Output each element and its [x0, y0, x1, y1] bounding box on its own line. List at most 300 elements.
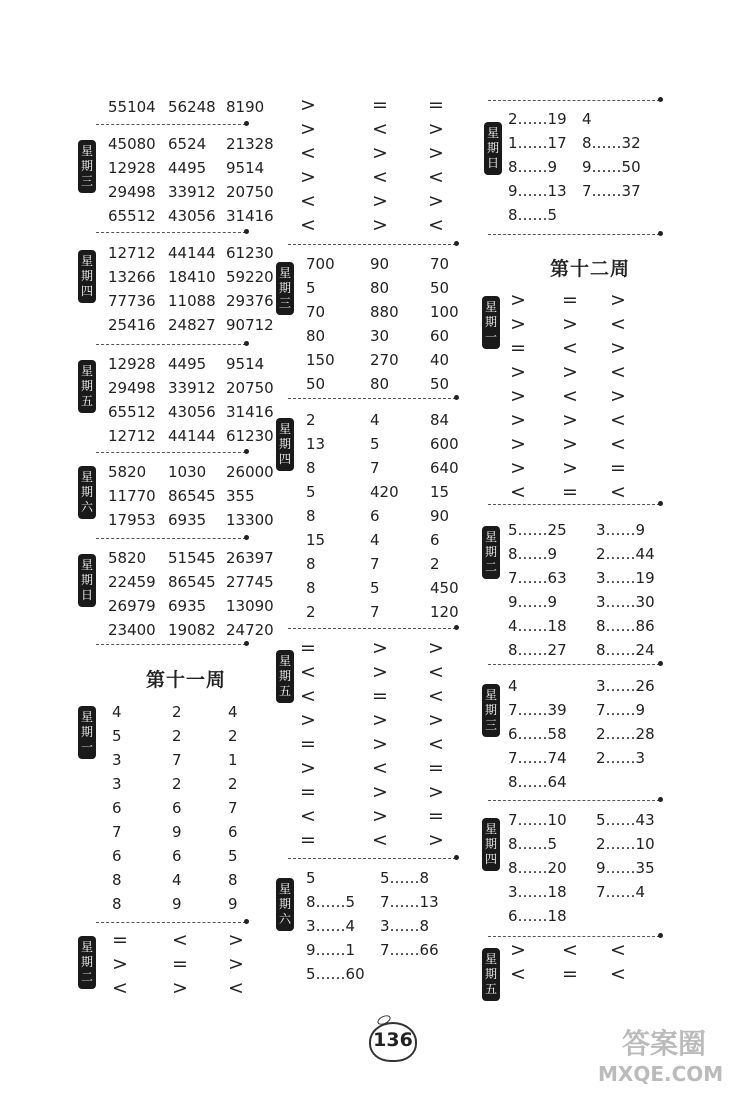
- answer-cell: 50: [306, 375, 326, 393]
- day-tab-col1-sat: [78, 466, 96, 519]
- answer-cell: =: [510, 337, 526, 359]
- answer-cell: 9……50: [582, 158, 641, 176]
- answer-cell: >: [562, 361, 578, 383]
- day-tab-char: 期: [484, 967, 497, 981]
- answer-cell: <: [112, 977, 128, 999]
- answer-cell: 5820: [108, 463, 147, 481]
- answer-cell: 6935: [168, 511, 207, 529]
- day-tab-char: 星: [484, 688, 497, 702]
- answer-cell: =: [610, 457, 626, 479]
- answer-cell: >: [300, 118, 316, 140]
- answer-cell: 9……13: [508, 182, 567, 200]
- answer-cell: 5: [228, 847, 238, 865]
- day-tab-char: 星: [80, 558, 93, 572]
- day-tab-char: 期: [278, 437, 291, 451]
- answer-cell: >: [228, 929, 244, 951]
- answer-cell: 2……28: [596, 725, 655, 743]
- answer-cell: 21328: [226, 135, 274, 153]
- answer-cell: 9……35: [596, 859, 655, 877]
- answer-cell: 56248: [168, 98, 216, 116]
- answer-cell: 65512: [108, 207, 156, 225]
- answer-cell: 3……4: [306, 917, 356, 935]
- answer-cell: 9……1: [306, 941, 356, 959]
- day-tab-char: 星: [484, 952, 497, 966]
- answer-cell: 44144: [168, 427, 216, 445]
- answer-cell: 22459: [108, 573, 156, 591]
- answer-cell: 13300: [226, 511, 274, 529]
- answer-cell: 5820: [108, 549, 147, 567]
- answer-cell: 31416: [226, 403, 274, 421]
- answer-cell: 8: [228, 871, 238, 889]
- answer-cell: =: [300, 829, 316, 851]
- day-tab-col2-fri: [276, 650, 294, 703]
- answer-cell: 2: [306, 411, 316, 429]
- day-tab-char: 二: [80, 970, 93, 984]
- answer-cell: >: [300, 166, 316, 188]
- answer-cell: =: [300, 733, 316, 755]
- answer-cell: 20750: [226, 379, 274, 397]
- answer-cell: 80: [370, 375, 390, 393]
- day-tab-char: 期: [486, 141, 499, 155]
- answer-cell: 270: [370, 351, 399, 369]
- answer-cell: 6……18: [508, 907, 567, 925]
- day-tab-char: 四: [484, 852, 497, 866]
- answer-cell: >: [300, 709, 316, 731]
- answer-cell: >: [510, 939, 526, 961]
- answer-cell: >: [300, 94, 316, 116]
- answer-cell: >: [372, 733, 388, 755]
- day-tab-col3-w12_fri: [482, 948, 500, 1001]
- answer-cell: >: [228, 953, 244, 975]
- answer-cell: 20750: [226, 183, 274, 201]
- answer-cell: 880: [370, 303, 399, 321]
- dashed-divider: [488, 504, 660, 505]
- day-tab-col3-sun: [484, 122, 502, 175]
- answer-cell: 2: [228, 727, 238, 745]
- answer-cell: =: [300, 637, 316, 659]
- day-tab-char: 五: [80, 394, 93, 408]
- day-tab-char: 期: [80, 269, 93, 283]
- answer-cell: 11088: [168, 292, 216, 310]
- answer-cell: 8: [112, 895, 122, 913]
- day-tab-col1-fri: [78, 360, 96, 413]
- answer-cell: 8……64: [508, 773, 567, 791]
- answer-cell: 8: [306, 579, 316, 597]
- answer-cell: 15: [430, 483, 450, 501]
- answer-cell: =: [428, 757, 444, 779]
- day-tab-col2-sat: [276, 878, 294, 931]
- answer-cell: <: [228, 977, 244, 999]
- answer-cell: 5: [112, 727, 122, 745]
- dashed-divider: [488, 234, 660, 235]
- answer-cell: 4: [112, 703, 122, 721]
- day-tab-char: 星: [80, 710, 93, 724]
- answer-cell: 11770: [108, 487, 156, 505]
- day-tab-char: 星: [484, 822, 497, 836]
- answer-cell: >: [562, 313, 578, 335]
- dashed-divider: [488, 664, 660, 665]
- answer-cell: <: [300, 142, 316, 164]
- dashed-divider: [288, 244, 456, 245]
- day-tab-char: 星: [80, 940, 93, 954]
- answer-cell: 27745: [226, 573, 274, 591]
- answer-cell: >: [372, 190, 388, 212]
- answer-cell: 5: [370, 579, 380, 597]
- answer-cell: 6: [112, 847, 122, 865]
- answer-cell: 86545: [168, 573, 216, 591]
- answer-cell: 6……58: [508, 725, 567, 743]
- answer-cell: 45080: [108, 135, 156, 153]
- answer-cell: 65512: [108, 403, 156, 421]
- answer-cell: 90712: [226, 316, 274, 334]
- dashed-divider: [288, 398, 456, 399]
- answer-cell: 450: [430, 579, 459, 597]
- answer-cell: 90: [370, 255, 390, 273]
- answer-cell: 7: [228, 799, 238, 817]
- answer-cell: 1……17: [508, 134, 567, 152]
- answer-cell: >: [112, 953, 128, 975]
- day-tab-col3-w12_mon: [482, 296, 500, 349]
- answer-cell: <: [300, 685, 316, 707]
- answer-cell: 5: [370, 435, 380, 453]
- day-tab-col1-sun: [78, 554, 96, 607]
- answer-cell: 120: [430, 603, 459, 621]
- answer-cell: <: [372, 757, 388, 779]
- answer-cell: 19082: [168, 621, 216, 639]
- answer-cell: 2: [172, 775, 182, 793]
- answer-cell: 2……44: [596, 545, 655, 563]
- answer-cell: 100: [430, 303, 459, 321]
- answer-cell: 29376: [226, 292, 274, 310]
- answer-cell: 7: [370, 555, 380, 573]
- answer-cell: 6524: [168, 135, 207, 153]
- answer-cell: 1030: [168, 463, 207, 481]
- answer-cell: 7……9: [596, 701, 646, 719]
- day-tab-char: 星: [278, 654, 291, 668]
- answer-cell: <: [300, 190, 316, 212]
- answer-cell: 2: [228, 775, 238, 793]
- answer-cell: 9514: [226, 159, 265, 177]
- answer-cell: <: [300, 214, 316, 236]
- answer-cell: 8190: [226, 98, 265, 116]
- answer-cell: >: [510, 289, 526, 311]
- day-tab-char: 期: [80, 725, 93, 739]
- answer-cell: >: [428, 709, 444, 731]
- day-tab-char: 星: [278, 882, 291, 896]
- answer-cell: >: [510, 409, 526, 431]
- answer-cell: 5: [306, 279, 316, 297]
- answer-cell: >: [428, 829, 444, 851]
- answer-cell: 3: [112, 751, 122, 769]
- day-tab-col1-w11_tue: [78, 936, 96, 989]
- answer-cell: 44144: [168, 244, 216, 262]
- answer-cell: >: [428, 190, 444, 212]
- answer-cell: 8……9: [508, 545, 558, 563]
- answer-cell: =: [562, 481, 578, 503]
- answer-cell: 4……18: [508, 617, 567, 635]
- day-tab-char: 期: [80, 159, 93, 173]
- day-tab-char: 期: [80, 379, 93, 393]
- answer-cell: 90: [430, 507, 450, 525]
- answer-cell: >: [372, 637, 388, 659]
- answer-cell: 7……13: [380, 893, 439, 911]
- day-tab-char: 三: [278, 296, 291, 310]
- answer-cell: 9514: [226, 355, 265, 373]
- day-tab-char: 星: [278, 422, 291, 436]
- answer-cell: 5……8: [380, 869, 430, 887]
- answer-cell: 50: [430, 279, 450, 297]
- answer-cell: 7……74: [508, 749, 567, 767]
- day-tab-char: 期: [484, 837, 497, 851]
- dashed-divider: [96, 452, 246, 453]
- answer-cell: 13266: [108, 268, 156, 286]
- answer-cell: 50: [430, 375, 450, 393]
- answer-cell: 12928: [108, 355, 156, 373]
- answer-cell: 2: [172, 727, 182, 745]
- answer-cell: <: [610, 939, 626, 961]
- day-tab-char: 期: [80, 485, 93, 499]
- answer-cell: >: [510, 433, 526, 455]
- dashed-divider: [96, 124, 246, 125]
- answer-cell: 25416: [108, 316, 156, 334]
- day-tab-char: 三: [80, 174, 93, 188]
- answer-cell: 6: [370, 507, 380, 525]
- answer-cell: 2: [172, 703, 182, 721]
- day-tab-col3-w12_thu: [482, 818, 500, 871]
- answer-cell: 84: [430, 411, 450, 429]
- answer-cell: 150: [306, 351, 335, 369]
- answer-cell: <: [300, 661, 316, 683]
- answer-cell: 5……25: [508, 521, 567, 539]
- answer-cell: 60: [430, 327, 450, 345]
- answer-cell: 600: [430, 435, 459, 453]
- answer-cell: 355: [226, 487, 255, 505]
- watermark-logo: 答案圈: [622, 1027, 707, 1060]
- answer-cell: 33912: [168, 183, 216, 201]
- day-tab-char: 期: [80, 955, 93, 969]
- answer-cell: =: [428, 94, 444, 116]
- answer-cell: >: [510, 313, 526, 335]
- answer-cell: 80: [306, 327, 326, 345]
- answer-cell: >: [562, 409, 578, 431]
- dashed-divider: [488, 936, 660, 937]
- day-tab-char: 星: [80, 144, 93, 158]
- answer-cell: 3……19: [596, 569, 655, 587]
- answer-cell: >: [610, 289, 626, 311]
- day-tab-char: 期: [278, 897, 291, 911]
- dashed-divider: [488, 100, 660, 101]
- answer-cell: >: [372, 781, 388, 803]
- answer-cell: >: [372, 214, 388, 236]
- answer-cell: 61230: [226, 244, 274, 262]
- answer-cell: 12712: [108, 427, 156, 445]
- day-tab-char: 星: [80, 470, 93, 484]
- answer-cell: >: [510, 385, 526, 407]
- answer-cell: =: [300, 781, 316, 803]
- answer-cell: =: [562, 963, 578, 985]
- day-tab-col2-wed: [276, 262, 294, 315]
- answer-cell: 18410: [168, 268, 216, 286]
- answer-cell: 8……5: [508, 206, 558, 224]
- answer-cell: 26397: [226, 549, 274, 567]
- answer-cell: 8……20: [508, 859, 567, 877]
- answer-cell: 59220: [226, 268, 274, 286]
- answer-cell: 29498: [108, 379, 156, 397]
- answer-cell: 29498: [108, 183, 156, 201]
- answer-cell: 4: [508, 677, 518, 695]
- page-number: 136: [373, 1029, 413, 1051]
- answer-cell: <: [428, 733, 444, 755]
- answer-cell: 40: [430, 351, 450, 369]
- day-tab-char: 期: [484, 703, 497, 717]
- answer-cell: <: [428, 214, 444, 236]
- answer-cell: 4: [582, 110, 592, 128]
- dashed-divider: [96, 344, 246, 345]
- answer-cell: >: [372, 805, 388, 827]
- answer-cell: 24720: [226, 621, 274, 639]
- answer-cell: 13: [306, 435, 326, 453]
- answer-cell: >: [428, 142, 444, 164]
- answer-cell: <: [610, 313, 626, 335]
- answer-cell: <: [610, 409, 626, 431]
- answer-cell: 4: [370, 411, 380, 429]
- answer-cell: <: [562, 385, 578, 407]
- answer-cell: 7: [370, 459, 380, 477]
- day-tab-col1-w11_mon: [78, 706, 96, 759]
- answer-cell: 33912: [168, 379, 216, 397]
- answer-cell: <: [172, 929, 188, 951]
- answer-cell: 3……18: [508, 883, 567, 901]
- answer-cell: >: [300, 757, 316, 779]
- answer-cell: >: [428, 637, 444, 659]
- dashed-divider: [488, 800, 660, 801]
- day-tab-char: 期: [278, 669, 291, 683]
- answer-cell: 6935: [168, 597, 207, 615]
- answer-cell: 8……32: [582, 134, 641, 152]
- answer-cell: 2……10: [596, 835, 655, 853]
- answer-cell: 12712: [108, 244, 156, 262]
- answer-cell: 8……27: [508, 641, 567, 659]
- answer-cell: 12928: [108, 159, 156, 177]
- answer-cell: >: [372, 709, 388, 731]
- day-tab-char: 星: [486, 126, 499, 140]
- answer-cell: >: [510, 457, 526, 479]
- answer-cell: 7: [370, 603, 380, 621]
- day-tab-char: 二: [484, 560, 497, 574]
- answer-cell: 51545: [168, 549, 216, 567]
- answer-cell: 2……19: [508, 110, 567, 128]
- day-tab-char: 星: [484, 300, 497, 314]
- day-tab-char: 星: [278, 266, 291, 280]
- answer-cell: >: [428, 781, 444, 803]
- answer-cell: =: [172, 953, 188, 975]
- answer-cell: <: [372, 166, 388, 188]
- answer-cell: <: [428, 166, 444, 188]
- day-tab-col1-wed: [78, 140, 96, 193]
- answer-cell: 7: [172, 751, 182, 769]
- answer-cell: 7……37: [582, 182, 641, 200]
- answer-cell: 55104: [108, 98, 156, 116]
- answer-cell: 80: [370, 279, 390, 297]
- answer-cell: 43056: [168, 207, 216, 225]
- day-tab-char: 期: [484, 545, 497, 559]
- answer-cell: <: [610, 433, 626, 455]
- day-tab-col1-thu: [78, 250, 96, 303]
- answer-cell: 3: [112, 775, 122, 793]
- answer-cell: <: [610, 963, 626, 985]
- answer-cell: <: [562, 337, 578, 359]
- answer-cell: 640: [430, 459, 459, 477]
- day-tab-char: 日: [80, 588, 93, 602]
- answer-cell: <: [300, 805, 316, 827]
- answer-cell: <: [372, 829, 388, 851]
- answer-cell: 9……9: [508, 593, 558, 611]
- answer-cell: 13090: [226, 597, 274, 615]
- answer-cell: 3……30: [596, 593, 655, 611]
- answer-cell: 26000: [226, 463, 274, 481]
- answer-cell: 5……43: [596, 811, 655, 829]
- answer-cell: 7……4: [596, 883, 646, 901]
- answer-cell: 6: [172, 847, 182, 865]
- day-tab-char: 六: [80, 500, 93, 514]
- dashed-divider: [288, 628, 456, 629]
- answer-cell: 8: [306, 459, 316, 477]
- answer-cell: 700: [306, 255, 335, 273]
- day-tab-char: 期: [80, 573, 93, 587]
- answer-cell: <: [510, 963, 526, 985]
- day-tab-char: 日: [486, 156, 499, 170]
- day-tab-char: 三: [484, 718, 497, 732]
- answer-cell: 6: [430, 531, 440, 549]
- day-tab-char: 五: [484, 982, 497, 996]
- answer-cell: 86545: [168, 487, 216, 505]
- dashed-divider: [96, 922, 246, 923]
- dashed-divider: [96, 232, 246, 233]
- answer-cell: 8……86: [596, 617, 655, 635]
- answer-cell: 26979: [108, 597, 156, 615]
- answer-cell: 2……3: [596, 749, 646, 767]
- day-tab-char: 星: [80, 364, 93, 378]
- day-tab-char: 星: [484, 530, 497, 544]
- answer-cell: =: [428, 805, 444, 827]
- answer-cell: <: [428, 685, 444, 707]
- day-tab-char: 一: [484, 330, 497, 344]
- answer-cell: 4495: [168, 355, 207, 373]
- page-number-badge: [369, 1014, 415, 1060]
- dashed-divider: [288, 858, 456, 859]
- day-tab-char: 一: [80, 740, 93, 754]
- week-title: 第十一周: [146, 669, 227, 691]
- day-tab-char: 星: [80, 254, 93, 268]
- day-tab-char: 四: [80, 284, 93, 298]
- answer-cell: >: [562, 433, 578, 455]
- day-tab-col2-thu: [276, 418, 294, 471]
- answer-cell: 4: [228, 703, 238, 721]
- answer-cell: 7……63: [508, 569, 567, 587]
- answer-cell: 5: [306, 483, 316, 501]
- answer-cell: <: [562, 939, 578, 961]
- answer-cell: 43056: [168, 403, 216, 421]
- answer-cell: 9: [228, 895, 238, 913]
- answer-cell: 70: [430, 255, 450, 273]
- day-tab-char: 五: [278, 684, 291, 698]
- answer-cell: 3……8: [380, 917, 430, 935]
- answer-cell: 7……39: [508, 701, 567, 719]
- answer-cell: 4495: [168, 159, 207, 177]
- answer-cell: 61230: [226, 427, 274, 445]
- answer-cell: 8……24: [596, 641, 655, 659]
- answer-cell: 6: [172, 799, 182, 817]
